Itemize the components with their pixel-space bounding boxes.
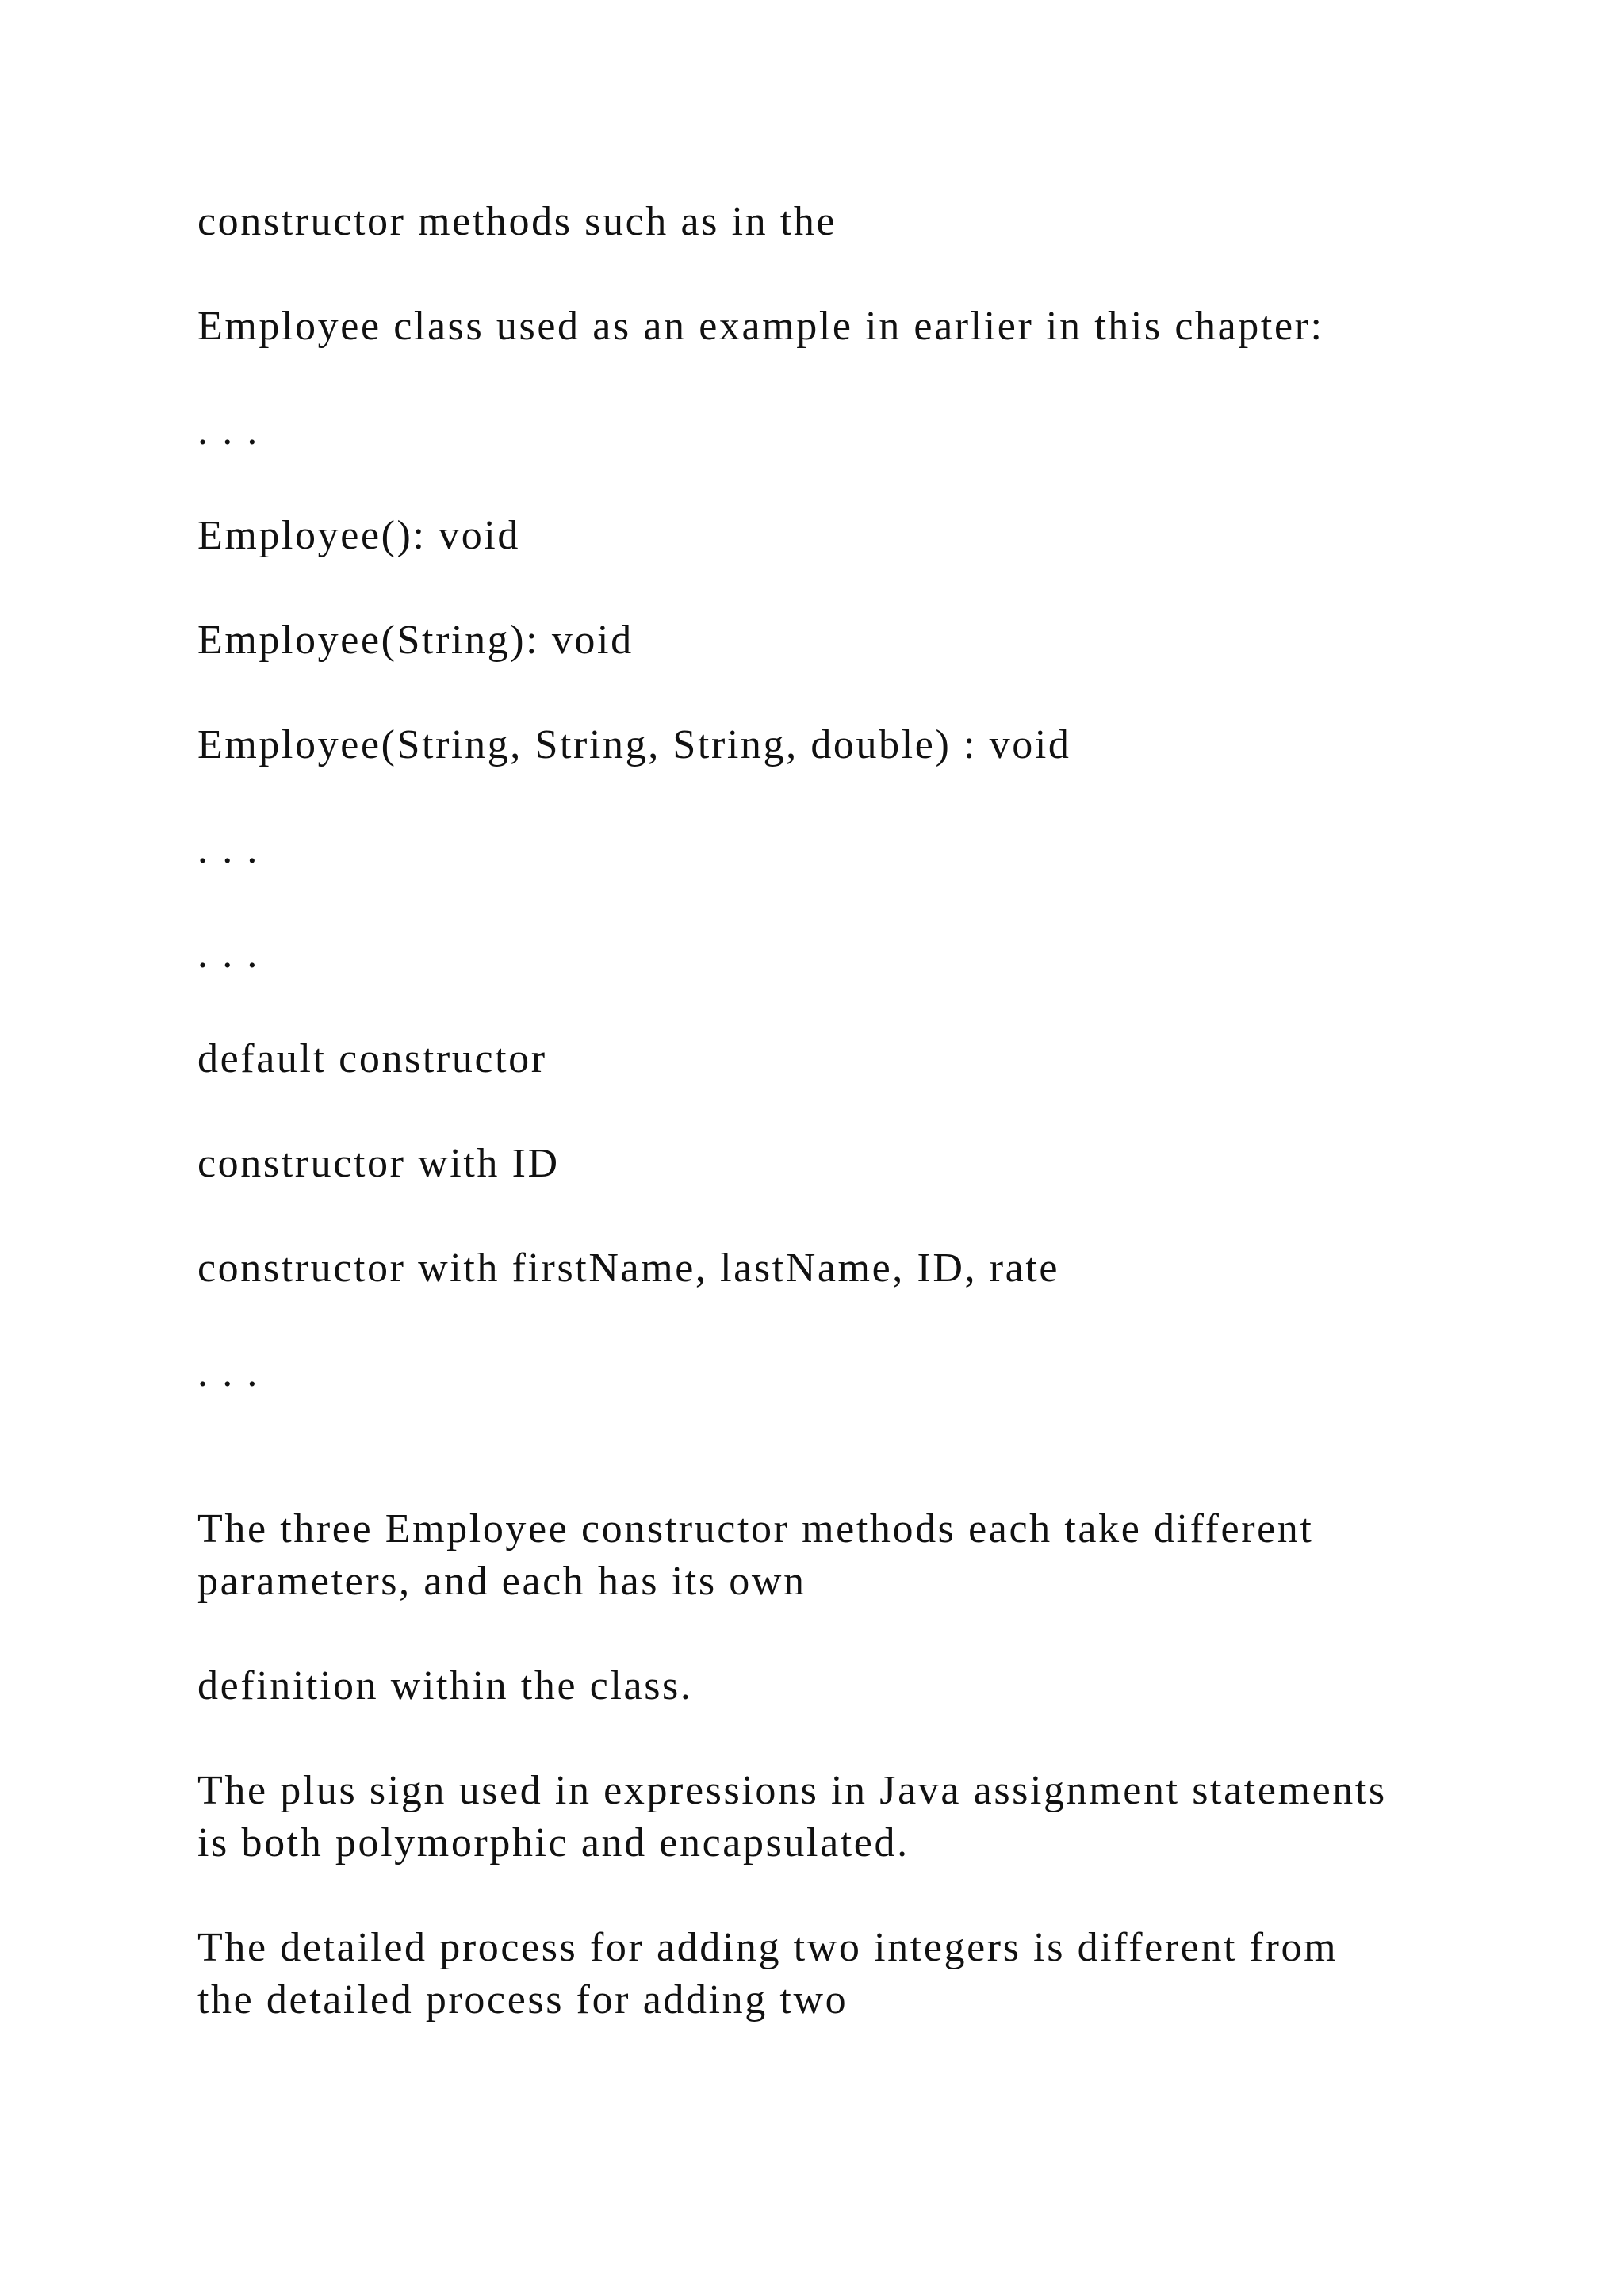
constructor-comment: constructor with firstName, lastName, ID, rate xyxy=(197,1246,1060,1291)
body-text-line: is both polymorphic and encapsulated. xyxy=(197,1820,910,1866)
body-text-line: The three Employee constructor methods each take different xyxy=(197,1506,1314,1552)
ellipsis-line: . . . xyxy=(197,1350,259,1395)
text-line: Employee class used as an example in earlier in this chapter: xyxy=(197,304,1324,349)
constructor-signature: Employee(): void xyxy=(197,513,520,558)
body-text-line: The detailed process for adding two integers is different from xyxy=(197,1925,1339,1970)
constructor-signature: Employee(String): void xyxy=(197,618,634,663)
ellipsis-line: . . . xyxy=(197,827,259,872)
constructor-comment: constructor with ID xyxy=(197,1141,560,1186)
constructor-signature: Employee(String, String, String, double) : void xyxy=(197,722,1071,767)
text-line: constructor methods such as in the xyxy=(197,199,837,244)
body-text-line: The plus sign used in expressions in Java assignment statements xyxy=(197,1768,1387,1813)
body-text-line: the detailed process for adding two xyxy=(197,1977,848,2022)
body-text-line: parameters, and each has its own xyxy=(197,1559,806,1604)
body-text-line: definition within the class. xyxy=(197,1663,693,1709)
ellipsis-line: . . . xyxy=(197,408,259,453)
ellipsis-line: . . . xyxy=(197,932,259,977)
constructor-comment: default constructor xyxy=(197,1036,547,1081)
